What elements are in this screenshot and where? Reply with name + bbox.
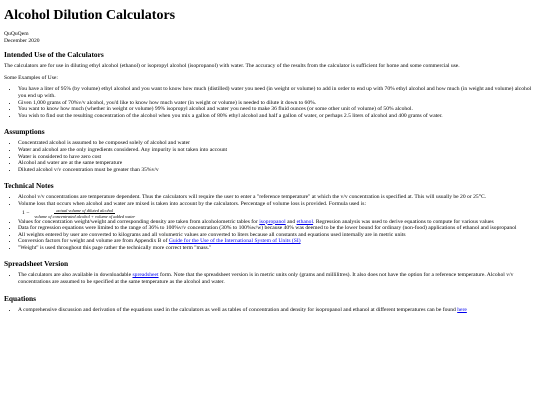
date: December 2020 [4,37,40,44]
conversion-text: Conversion factors for weight and volume are from Appendix B of [18,238,168,245]
equations-here-link[interactable]: here [457,306,467,313]
list-item: • You wish to find out the resulting concentration of the alcohol when you mix a gallon of 80% ethyl alcohol and half a gallon of water, or perhaps 2.5 liters of alcohol and 400 grams of water. [18,113,536,120]
equations-list [4,307,536,314]
volume-loss-formula [18,208,536,219]
si-guide-link[interactable]: Guide for the Use of the International System of Units (SI) [168,238,301,245]
intended-use-intro: The calculators are for use in diluting ethyl alcohol (ethanol) or isopropyl alcohol (isopropanol) with water. The accuracy of the results from the calculator is sufficient for home and some commercial use. [4,63,460,70]
list-item [18,307,536,314]
list-item [18,201,536,219]
isopropanol-link[interactable]: isopropanol [259,218,286,225]
tables-text: Values for concentration weight/weight and corresponding density are taken from alcoholometric tables for [18,218,258,225]
byline [4,31,536,44]
formula-fraction [32,208,137,219]
spreadsheet-text: The calculators are also available in downloadable [18,272,132,279]
tables-text-end: . Regression analysis was used to derive equations to compute for various values [313,218,494,225]
list-item: • Alcohol v/v concentrations are temperature dependent. Thus the calculators will require the user to enter a "reference temperature" at which the v/v concentration is specified at. This will usually be 20 or 25°C. [18,194,536,201]
volume-loss-text: Volume loss that occurs when alcohol and water are mixed is taken into account by the calculators. Percentage of volume loss is provided. Formula used is: [18,200,367,207]
tables-and: and [287,218,296,225]
list-item: • Concentrated alcohol is assumed to be composed solely of alcohol and water [18,140,536,147]
list-item: • "Weight" is used throughout this page rather the technically more correct term "mass." [18,245,536,252]
assumptions-list [4,140,536,173]
list-item: • You have a liter of 95% (by volume) ethyl alcohol and you want to know how much (distilled) water you need (in weight or volume) to add in order to end up with 70% ethyl alcohol and how much (in weight and volume) alcohol you end up with. [18,86,536,99]
equations-text: A comprehensive discussion and derivation of the equations used in the calculators as well as tables of concentration and density for isopropanol and ethanol at different temperatures can be found [18,306,456,313]
technical-notes-list [4,194,536,251]
list-item: • You want to know how much (whether in weight or volume) 99% isopropyl alcohol and water you need to make 36 fluid ounces (or some other unit of volume) of 50% alcohol. [18,106,536,113]
ethanol-link[interactable]: ethanol [296,218,314,225]
list-item: • Alcohol and water are at the same temperature [18,160,536,167]
technical-notes-heading: Technical Notes [4,181,54,191]
list-item: • Water is considered to have zero cost [18,154,536,161]
examples-label: Some Examples of Use: [4,74,58,81]
list-item: • Data for regression equations were limited to the range of 36% to 100%v/v concentration (30% to 100%w/w) because 40% was deemed to be the lower bound for ordinary (non-food) applications of ethanol and isopropanol [18,225,536,232]
list-item: • Diluted alcohol v/v concentration must be greater than 35%v/v [18,167,536,174]
intended-use-heading: Intended Use of the Calculators [4,50,104,60]
list-item: • Given 1,000 grams of 70%v/v alcohol, you'd like to know how much water (in weight or volume) is needed to dilute it down to 60%. [18,100,536,107]
author: QuQuQem [4,31,29,37]
formula-one: 1 − [22,209,30,216]
equations-heading: Equations [4,293,37,303]
assumptions-heading: Assumptions [4,127,45,137]
examples-list [4,86,536,119]
spreadsheet-list [4,272,536,285]
formula-numerator: actual volume of diluted alcohol [56,207,114,213]
page-title: Alcohol Dilution Calculators [4,8,176,23]
spreadsheet-text-end: form. Note that the spreadsheet version is in metric units only (grams and millilitres). It also does not have the option for a reference temperature. Alcohol v/v concentrations are assumed to be specified at the same temperature as the alcohol and water. [18,272,514,286]
list-item: • All weights entered by user are converted to kilograms and all volumetric values are converted to liters because all constants and equations used internally are in metric units [18,232,536,239]
list-item [18,238,536,245]
list-item [18,272,536,285]
spreadsheet-link[interactable]: spreadsheet [132,272,159,279]
spreadsheet-heading: Spreadsheet Version [4,259,69,269]
formula-denominator: volume of concentrated alcohol + volume of added water [34,213,136,219]
list-item: • Water and alcohol are the only ingredients considered. Any impurity is not taken into account [18,147,536,154]
